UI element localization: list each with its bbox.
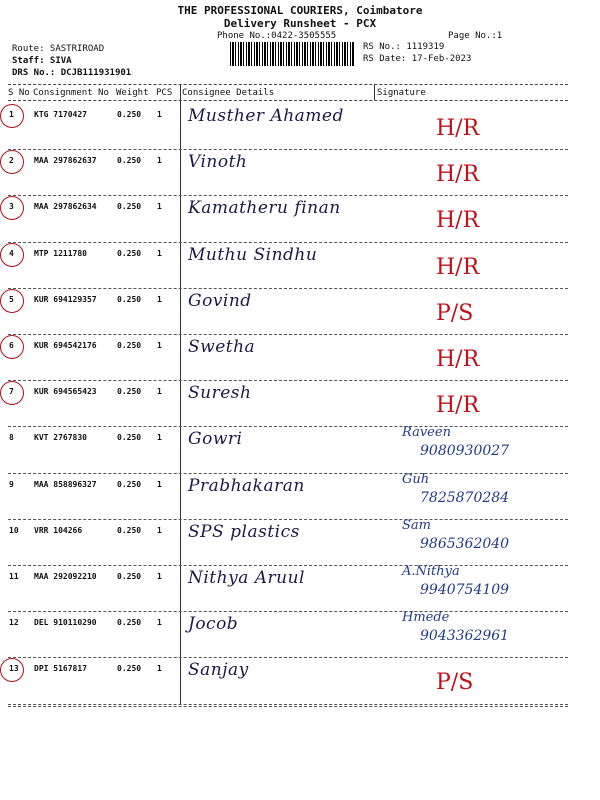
- row-pcs: 1: [157, 572, 162, 581]
- row-sno: 12: [9, 618, 19, 628]
- runsheet-title: Delivery Runsheet - PCX: [223, 17, 377, 30]
- table-row: [0, 660, 600, 706]
- row-pcs: 1: [157, 294, 162, 304]
- row-divider: [8, 426, 568, 427]
- row-pcs: 1: [157, 618, 162, 628]
- route-label: Route: SASTRIROAD: [12, 44, 105, 54]
- row-consignment: MAA 858896327: [34, 479, 97, 489]
- table-row: [0, 245, 600, 291]
- row-divider: [8, 334, 568, 335]
- consignee-name: Govind: [188, 290, 252, 311]
- table-row: [0, 610, 600, 660]
- table-row: [0, 564, 600, 614]
- col-sno: S No: [8, 88, 30, 98]
- row-weight: 0.250: [117, 525, 142, 535]
- table-row: [0, 106, 600, 152]
- row-consignment: MAA 297862634: [34, 202, 97, 212]
- barcode: [230, 42, 355, 66]
- signature-mark: A.Nithya: [402, 564, 460, 579]
- table-row: [0, 383, 600, 429]
- signature-divider: [374, 84, 375, 100]
- consignee-name: Sanjay: [188, 660, 249, 681]
- signature-mark: H/R: [436, 254, 480, 280]
- col-consignment: Consignment No: [33, 88, 109, 98]
- row-pcs: 1: [157, 433, 162, 443]
- consignee-name: Musther Ahamed: [188, 106, 344, 126]
- row-weight: 0.250: [117, 433, 142, 443]
- table-bottom-rule: [8, 706, 568, 707]
- drs-number: DRS No.: DCJB111931901: [12, 68, 132, 78]
- row-consignment: KTG 7170427: [34, 110, 87, 119]
- row-sno: 10: [9, 525, 19, 535]
- row-pcs: 1: [157, 479, 162, 489]
- row-divider: [8, 519, 568, 520]
- row-weight: 0.250: [117, 110, 142, 119]
- table-row: [0, 291, 600, 337]
- row-divider: [8, 149, 568, 150]
- signature-mark: Hmede: [402, 610, 450, 626]
- row-sno: 5: [9, 294, 14, 304]
- row-consignment: KVT 2767830: [34, 433, 87, 443]
- table-row: [0, 337, 600, 383]
- signature-mark: H/R: [436, 208, 480, 234]
- consignee-name: Muthu Sindhu: [188, 244, 318, 265]
- page-number: Page No.:1: [448, 31, 503, 41]
- receiver-phone: 9043362961: [420, 628, 510, 645]
- row-sno: 7: [9, 387, 14, 397]
- signature-mark: H/R: [436, 116, 480, 141]
- row-weight: 0.250: [117, 248, 142, 258]
- row-sno: 8: [9, 433, 14, 443]
- signature-mark: Raveen: [402, 425, 451, 441]
- table-row: [0, 517, 600, 568]
- receiver-phone: 9080930027: [420, 443, 510, 460]
- signature-mark: Guh: [402, 471, 430, 487]
- signature-mark: H/R: [436, 347, 480, 372]
- col-weight: Weight: [116, 88, 149, 98]
- consignee-name: SPS plastics: [188, 521, 300, 542]
- consignee-name: Suresh: [188, 383, 252, 404]
- header-top-rule: [8, 84, 568, 85]
- row-sno: 1: [9, 110, 14, 119]
- row-pcs: 1: [157, 202, 162, 212]
- signature-mark: H/R: [436, 162, 480, 188]
- row-consignment: MAA 292092210: [34, 572, 97, 581]
- row-divider: [8, 473, 568, 474]
- row-divider: [8, 288, 568, 289]
- header-bottom-rule: [8, 100, 568, 101]
- row-divider: [8, 195, 568, 196]
- row-divider: [8, 565, 568, 566]
- signature-mark: P/S: [436, 300, 474, 326]
- consignee-name: Vinoth: [188, 152, 248, 173]
- row-divider: [8, 242, 568, 243]
- row-weight: 0.250: [117, 341, 142, 350]
- table-row: [0, 425, 600, 475]
- row-consignment: MAA 297862637: [34, 156, 97, 166]
- row-consignment: KUR 694129357: [34, 294, 97, 304]
- consignee-name: Gowri: [188, 429, 243, 450]
- row-sno: 6: [9, 341, 14, 350]
- receiver-phone: 9865362040: [420, 535, 510, 552]
- table-row: [0, 152, 600, 198]
- row-sno: 9: [9, 479, 14, 489]
- row-divider: [8, 657, 568, 658]
- receiver-phone: 9940754109: [420, 582, 510, 598]
- row-consignment: DEL 910110290: [34, 618, 97, 628]
- row-weight: 0.250: [117, 387, 142, 397]
- consignee-name: Kamatheru finan: [188, 198, 341, 219]
- row-weight: 0.250: [117, 294, 142, 304]
- row-divider: [8, 380, 568, 381]
- consignee-name: Nithya Aruul: [188, 568, 305, 588]
- col-signature: Signature: [377, 88, 426, 98]
- signature-mark: P/S: [436, 670, 474, 696]
- row-weight: 0.250: [117, 664, 142, 674]
- row-pcs: 1: [157, 341, 162, 350]
- rs-date: RS Date: 17-Feb-2023: [363, 54, 472, 64]
- row-weight: 0.250: [117, 156, 142, 166]
- row-pcs: 1: [157, 387, 162, 397]
- row-sno: 11: [9, 572, 19, 581]
- phone-number: Phone No.:0422-3505555: [217, 31, 337, 41]
- signature-mark: Sam: [402, 517, 431, 533]
- row-sno: 2: [9, 156, 14, 166]
- row-weight: 0.250: [117, 479, 142, 489]
- staff-label: Staff: SIVA: [12, 56, 72, 66]
- receiver-phone: 7825870284: [420, 489, 510, 506]
- row-pcs: 1: [157, 248, 162, 258]
- consignee-name: Swetha: [188, 337, 256, 357]
- signature-mark: H/R: [436, 393, 480, 419]
- row-consignment: MTP 1211780: [34, 248, 87, 258]
- table-row: [0, 198, 600, 244]
- table-row: [0, 471, 600, 522]
- row-weight: 0.250: [117, 572, 142, 581]
- row-consignment: KUR 694565423: [34, 387, 97, 397]
- row-sno: 13: [9, 664, 19, 674]
- col-consignee: Consignee Details: [182, 88, 275, 98]
- row-consignment: DPI 5167817: [34, 664, 87, 674]
- row-pcs: 1: [157, 156, 162, 166]
- row-sno: 4: [9, 248, 14, 258]
- row-pcs: 1: [157, 110, 162, 119]
- row-consignment: VRR 104266: [34, 525, 83, 535]
- row-pcs: 1: [157, 664, 162, 674]
- row-sno: 3: [9, 202, 14, 212]
- row-divider: [8, 611, 568, 612]
- consignee-name: Prabhakaran: [188, 475, 305, 496]
- rs-number: RS No.: 1119319: [363, 42, 445, 52]
- row-pcs: 1: [157, 525, 162, 535]
- row-weight: 0.250: [117, 618, 142, 628]
- row-divider: [8, 704, 568, 705]
- row-weight: 0.250: [117, 202, 142, 212]
- consignee-name: Jocob: [188, 614, 239, 635]
- row-consignment: KUR 694542176: [34, 341, 97, 350]
- col-pcs: PCS: [156, 88, 173, 98]
- company-title: THE PROFESSIONAL COURIERS, Coimbatore: [177, 4, 423, 17]
